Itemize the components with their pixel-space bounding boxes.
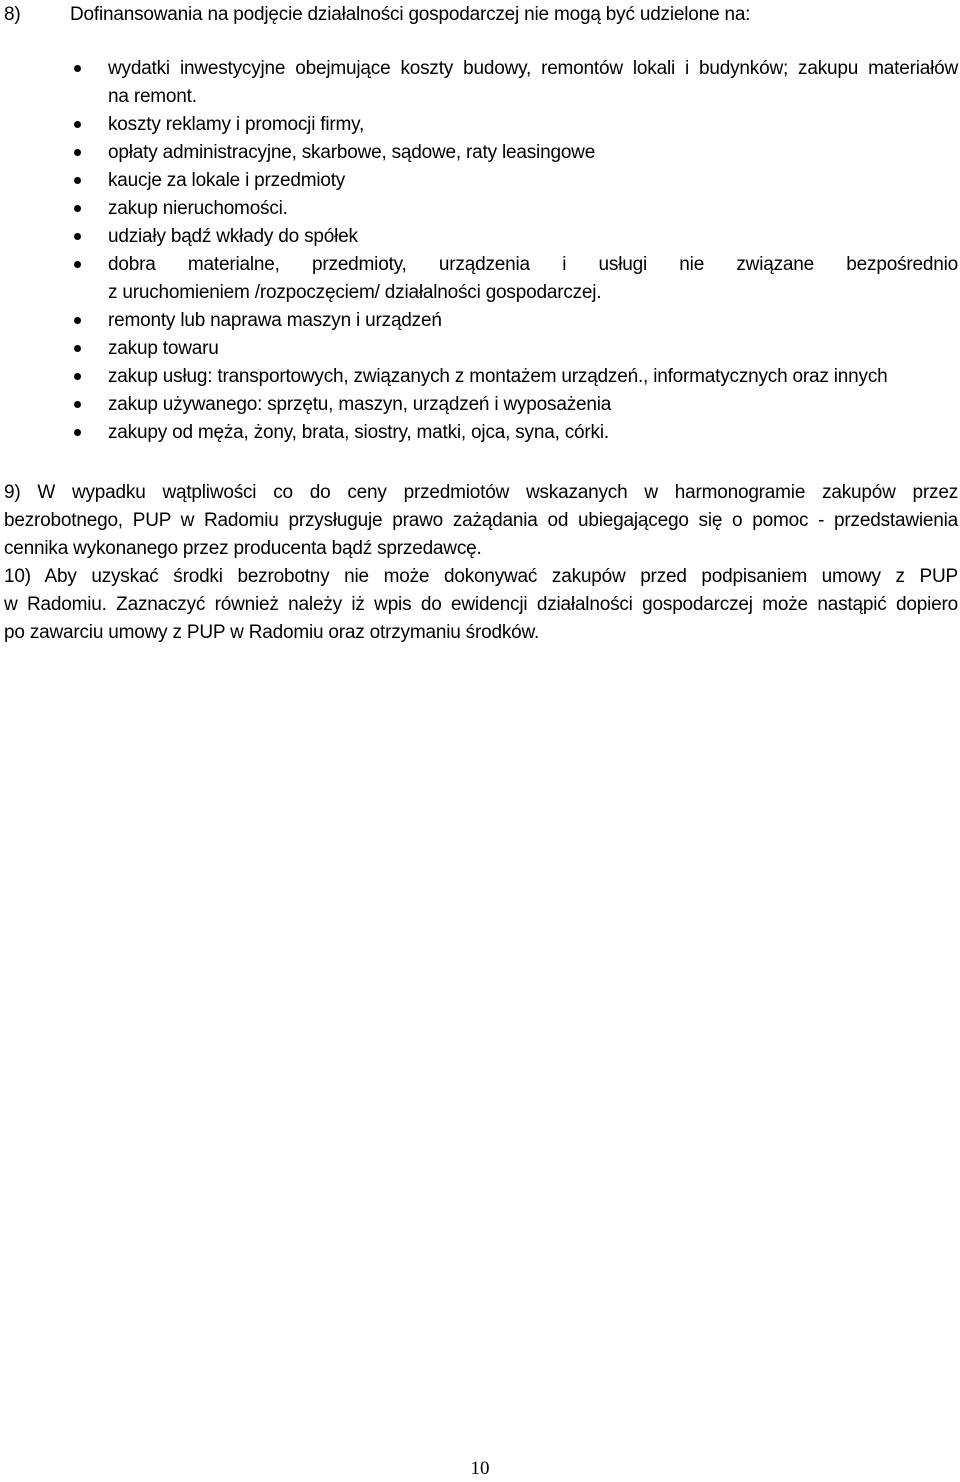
- list-item-text: udziały bądź wkłady do spółek: [108, 226, 358, 247]
- bullet-icon: [74, 261, 81, 268]
- section-10-paragraph: [4, 563, 958, 647]
- section-10-line: 10) Aby uzyskać środki bezrobotny nie może dokonywać zakupów przed podpisaniem umowy z PUP: [4, 566, 958, 587]
- bullet-icon: [74, 373, 81, 380]
- section-9-line: cennika wykonanego przez producenta bądź sprzedawcę.: [4, 538, 482, 559]
- list-item: [0, 55, 960, 111]
- bullet-icon: [74, 317, 81, 324]
- bullet-icon: [74, 345, 81, 352]
- page-number: 10: [470, 1458, 490, 1479]
- bullet-icon: [74, 149, 81, 156]
- list-item-text: zakup nieruchomości.: [108, 198, 288, 219]
- section-8-heading-text: Dofinansowania na podjęcie działalności gospodarczej nie mogą być udzielone na:: [70, 4, 751, 25]
- list-item: [0, 251, 960, 307]
- bullet-icon: [74, 121, 81, 128]
- list-item-text: zakup towaru: [108, 338, 219, 359]
- list-item: [0, 223, 960, 251]
- bullet-icon: [74, 205, 81, 212]
- bullet-icon: [74, 401, 81, 408]
- list-item: [0, 363, 960, 391]
- list-item: [0, 307, 960, 335]
- list-item-text: zakup usług: transportowych, związanych z montażem urządzeń., informatycznych oraz innych: [108, 366, 888, 387]
- bullet-icon: [74, 177, 81, 184]
- bullet-icon: [74, 429, 81, 436]
- list-item-text: kaucje za lokale i przedmioty: [108, 170, 346, 191]
- list-item-text-continued: z uruchomieniem /rozpoczęciem/ działalności gospodarczej.: [108, 282, 602, 303]
- list-item: [0, 195, 960, 223]
- section-10-line: po zawarciu umowy z PUP w Radomiu oraz otrzymaniu środków.: [4, 622, 540, 643]
- section-9-paragraph: [4, 479, 958, 563]
- list-item-text: zakupy od męża, żony, brata, siostry, matki, ojca, syna, córki.: [108, 422, 609, 443]
- list-item: [0, 419, 960, 447]
- list-item-text-continued: na remont.: [108, 86, 197, 107]
- exclusion-list: [0, 55, 960, 447]
- bullet-icon: [74, 65, 81, 72]
- list-item: [0, 111, 960, 139]
- list-item: [0, 139, 960, 167]
- section-9-line: 9) W wypadku wątpliwości co do ceny przedmiotów wskazanych w harmonogramie zakupów przez: [4, 482, 958, 503]
- list-item: [0, 391, 960, 419]
- section-8-number: 8): [4, 4, 21, 25]
- list-item: [0, 335, 960, 363]
- list-item-text: wydatki inwestycyjne obejmujące koszty budowy, remontów lokali i budynków; zakupu materiałów: [108, 58, 958, 79]
- section-8-heading: [4, 1, 954, 29]
- list-item-text: opłaty administracyjne, skarbowe, sądowe, raty leasingowe: [108, 142, 596, 163]
- section-10-line: w Radomiu. Zaznaczyć również należy iż wpis do ewidencji działalności gospodarczej może nastąpić dopiero: [4, 594, 958, 615]
- section-9-line: bezrobotnego, PUP w Radomiu przysługuje prawo zażądania od ubiegającego się o pomoc - przedstawienia: [4, 510, 958, 531]
- list-item-text: remonty lub naprawa maszyn i urządzeń: [108, 310, 442, 331]
- bullet-icon: [74, 233, 81, 240]
- list-item: [0, 167, 960, 195]
- list-item-text: dobra materialne, przedmioty, urządzenia i usługi nie związane bezpośrednio: [108, 254, 958, 275]
- list-item-text: zakup używanego: sprzętu, maszyn, urządzeń i wyposażenia: [108, 394, 612, 415]
- list-item-text: koszty reklamy i promocji firmy,: [108, 114, 365, 135]
